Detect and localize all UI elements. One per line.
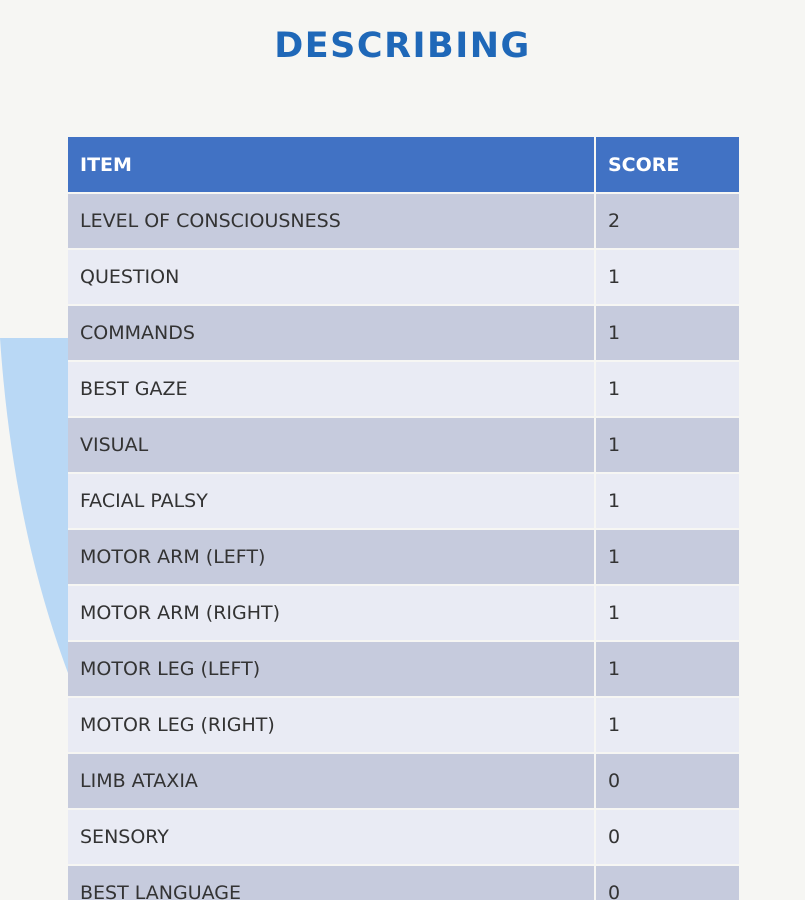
table-header-row	[68, 137, 739, 193]
score-cell: 1	[595, 473, 739, 529]
item-cell: QUESTION	[68, 249, 595, 305]
score-cell: 1	[595, 585, 739, 641]
item-cell: MOTOR ARM (RIGHT)	[68, 585, 595, 641]
table-row	[68, 809, 739, 865]
score-cell: 1	[595, 417, 739, 473]
table-row	[68, 361, 739, 417]
table-row	[68, 865, 739, 900]
score-cell: 0	[595, 865, 739, 900]
table-row	[68, 473, 739, 529]
table-row	[68, 585, 739, 641]
score-cell: 1	[595, 641, 739, 697]
item-cell: BEST LANGUAGE	[68, 865, 595, 900]
item-cell: MOTOR LEG (RIGHT)	[68, 697, 595, 753]
item-cell: COMMANDS	[68, 305, 595, 361]
score-table	[68, 137, 739, 900]
item-cell: LEVEL OF CONSCIOUSNESS	[68, 193, 595, 249]
score-cell: 1	[595, 361, 739, 417]
score-cell: 1	[595, 529, 739, 585]
item-cell: FACIAL PALSY	[68, 473, 595, 529]
item-cell: MOTOR LEG (LEFT)	[68, 641, 595, 697]
score-cell: 0	[595, 809, 739, 865]
score-cell: 0	[595, 753, 739, 809]
table-row	[68, 529, 739, 585]
page-title: DESCRIBING	[274, 26, 531, 66]
table-row	[68, 193, 739, 249]
item-cell: LIMB ATAXIA	[68, 753, 595, 809]
table-row	[68, 753, 739, 809]
score-cell: 1	[595, 305, 739, 361]
column-header-item: ITEM	[68, 137, 595, 193]
score-cell: 1	[595, 249, 739, 305]
item-cell: BEST GAZE	[68, 361, 595, 417]
table-row	[68, 417, 739, 473]
column-header-score: SCORE	[595, 137, 739, 193]
table-row	[68, 305, 739, 361]
table-row	[68, 697, 739, 753]
item-cell: MOTOR ARM (LEFT)	[68, 529, 595, 585]
table-row	[68, 249, 739, 305]
score-cell: 2	[595, 193, 739, 249]
score-cell: 1	[595, 697, 739, 753]
table-row	[68, 641, 739, 697]
item-cell: SENSORY	[68, 809, 595, 865]
item-cell: VISUAL	[68, 417, 595, 473]
